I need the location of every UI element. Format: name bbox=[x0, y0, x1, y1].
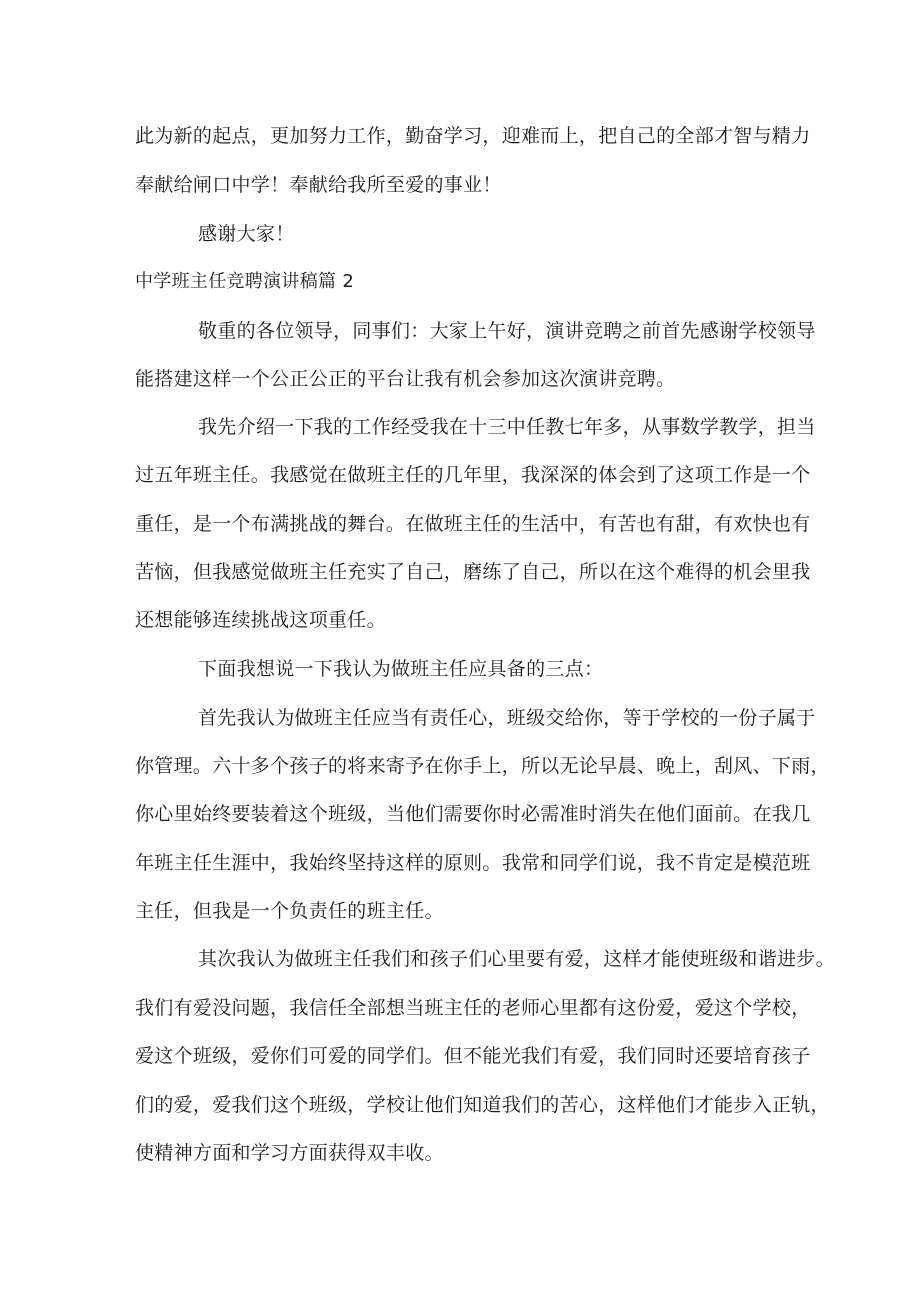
paragraph-line: 我先介绍一下我的工作经受我在十三中任教七年多，从事数学教学，担当 bbox=[198, 416, 816, 438]
paragraph-line: 们的爱，爱我们这个班级，学校让他们知道我们的苦心，这样他们才能步入正轨， bbox=[135, 1094, 830, 1116]
closing-thanks: 感谢大家！ bbox=[198, 223, 295, 245]
paragraph-line: 主任，但我是一个负责任的班主任。 bbox=[135, 900, 444, 922]
paragraph-line: 首先我认为做班主任应当有责任心，班级交给你，等于学校的一份子属于 bbox=[198, 707, 816, 729]
paragraph-line: 奉献给闸口中学！奉献给我所至爱的事业！ bbox=[135, 174, 502, 196]
paragraph-line: 年班主任生涯中，我始终坚持这样的原则。我常和同学们说，我不肯定是模范班 bbox=[135, 852, 811, 874]
paragraph-line: 过五年班主任。我感觉在做班主任的几年里，我深深的体会到了这项工作是一个 bbox=[135, 464, 811, 486]
paragraph-line: 重任，是一个布满挑战的舞台。在做班主任的生活中，有苦也有甜，有欢快也有 bbox=[135, 513, 811, 535]
paragraph-line: 使精神方面和学习方面获得双丰收。 bbox=[135, 1142, 444, 1164]
paragraph-line: 此为新的起点，更加努力工作，勤奋学习，迎难而上，把自己的全部才智与精力 bbox=[135, 125, 811, 147]
paragraph-line: 你心里始终要装着这个班级，当他们需要你时必需准时消失在他们面前。在我几 bbox=[135, 803, 811, 825]
paragraph-line: 爱这个班级，爱你们可爱的同学们。但不能光我们有爱，我们同时还要培育孩子 bbox=[135, 1045, 811, 1067]
paragraph-line: 你管理。六十多个孩子的将来寄予在你手上，所以无论早晨、晚上，刮风、下雨， bbox=[135, 755, 830, 777]
paragraph-line: 下面我想说一下我认为做班主任应具备的三点： bbox=[198, 658, 604, 680]
paragraph-line: 苦恼，但我感觉做班主任充实了自己，磨练了自己，所以在这个难得的机会里我 bbox=[135, 561, 811, 583]
paragraph-line: 其次我认为做班主任我们和孩子们心里要有爱，这样才能使班级和谐进步。 bbox=[198, 948, 835, 970]
section-heading: 中学班主任竞聘演讲稿篇 2 bbox=[135, 271, 355, 292]
paragraph-line: 还想能够连续挑战这项重任。 bbox=[135, 609, 386, 631]
paragraph-line: 敬重的各位领导，同事们：大家上午好，演讲竞聘之前首先感谢学校领导 bbox=[198, 320, 816, 342]
paragraph-line: 我们有爱没问题，我信任全部想当班主任的老师心里都有这份爱，爱这个学校， bbox=[135, 997, 811, 1019]
paragraph-line: 能搭建这样一个公正公正的平台让我有机会参加这次演讲竞聘。 bbox=[135, 368, 676, 390]
